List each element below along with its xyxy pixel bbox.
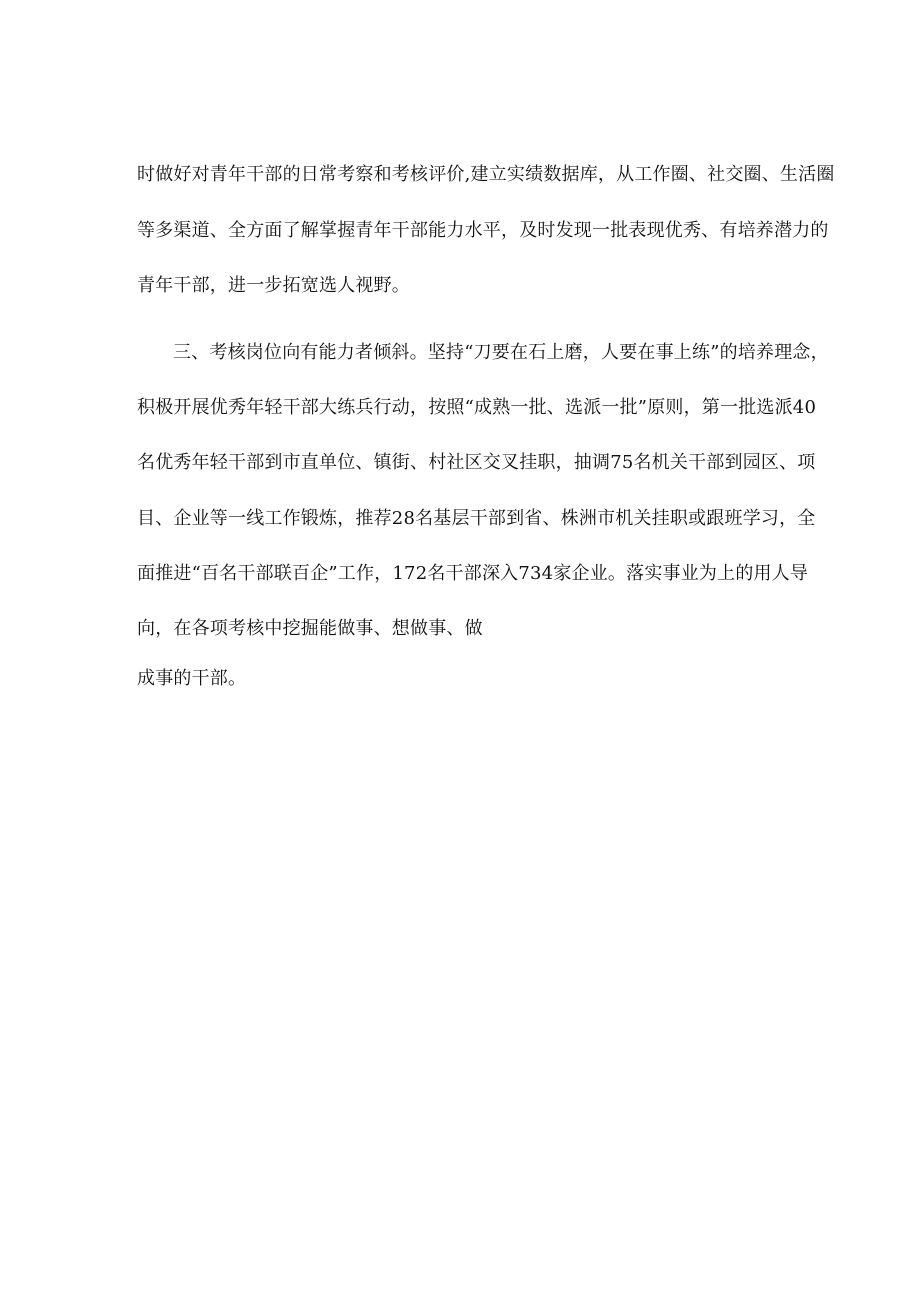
paragraph-2-line-2: 积极开展优秀年轻干部大练兵行动，按照“成熟一批、选派一批”原则，第一批选派40 bbox=[137, 397, 817, 418]
paragraph-1-line-1: 时做好对青年干部的日常考察和考核评价,建立实绩数据库，从工作圈、社交圈、生活圈 bbox=[137, 164, 835, 185]
paragraph-2-line-5: 面推进“百名干部联百企”工作，172名干部深入734家企业。落实事业为上的用人导 bbox=[137, 563, 809, 584]
paragraph-1-line-2: 等多渠道、全方面了解掌握青年干部能力水平，及时发现一批表现优秀、有培养潜力的 bbox=[137, 220, 829, 241]
paragraph-2-line-3: 名优秀年轻干部到市直单位、镇街、村社区交叉挂职，抽调75名机关干部到园区、项 bbox=[137, 452, 816, 473]
paragraph-2-line-6: 向，在各项考核中挖掘能做事、想做事、做 bbox=[137, 618, 483, 639]
paragraph-2-line-7: 成事的干部。 bbox=[137, 668, 247, 689]
paragraph-2-line-4: 目、企业等一线工作锻炼，推荐28名基层干部到省、株洲市机关挂职或跟班学习，全 bbox=[137, 508, 816, 529]
paragraph-1-line-3: 青年干部，进一步拓宽选人视野。 bbox=[137, 275, 410, 296]
paragraph-2-line-1: 三、考核岗位向有能力者倾斜。坚持“刀要在石上磨，人要在事上练”的培养理念， bbox=[173, 342, 829, 363]
